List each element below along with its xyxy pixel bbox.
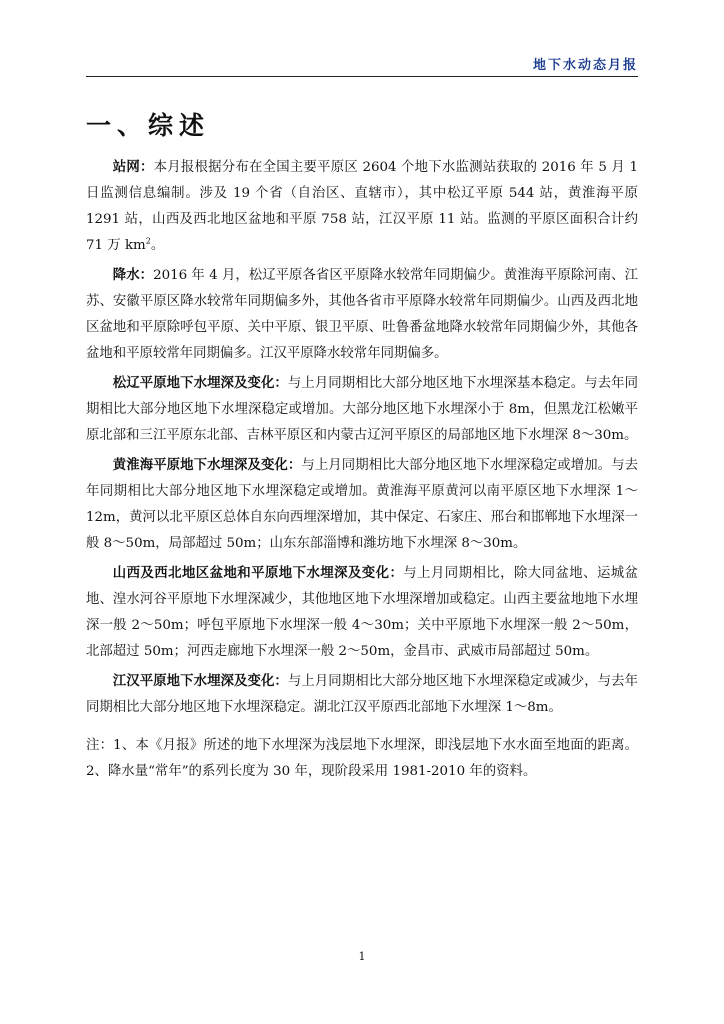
header-rule <box>86 76 638 77</box>
paragraph-text: 2016 年 4 月，松辽平原各省区平原降水较常年同期偏少。黄淮海平原除河南、江苏、安徽平原区降水较常年同期偏多外，其他各省市平原降水较常年同期偏少。山西及西北地区盆地和平原除呼包平原、关中平原、银卫平原、吐鲁番盆地降水较常年同期偏少外，其他各盆地和平原较常年同期偏多。江汉平原降水较常年同期偏多。 <box>86 268 638 361</box>
paragraph-lead: 降水： <box>112 268 154 283</box>
paragraph-huanghuaihai <box>86 453 638 557</box>
report-body <box>86 155 638 785</box>
paragraph-lead: 松辽平原地下水埋深及变化： <box>112 376 288 391</box>
paragraph-text: 与上月同期相比大部分地区地下水埋深稳定或增加。与去年同期相比大部分地区地下水埋深稳定或增加。黄淮海平原黄河以南平原区地下水埋深 1～12m，黄河以北平原区总体自东向西埋深增加，其中保定、石家庄、邢台和邯郸地下水埋深一般 8～50m，局部超过 50m；山东东部淄博和潍坊地下水埋深 8～30m。 <box>86 458 638 551</box>
footnote: 注：1、本《月报》所述的地下水埋深为浅层地下水埋深，即浅层地下水水面至地面的距离。 2、降水量“常年”的系列长度为 30 年，现阶段采用 1981-2010 年的资料。 <box>86 738 638 779</box>
paragraph-precipitation <box>86 263 638 367</box>
running-header: 地下水动态月报 <box>532 58 638 73</box>
paragraph-text: 与上月同期相比大部分地区地下水埋深稳定或减少，与去年同期相比大部分地区地下水埋深稳定。湖北江汉平原西北部地下水埋深 1～8m。 <box>86 674 638 715</box>
page-number: 1 <box>358 950 366 963</box>
superscript: 2 <box>145 236 151 246</box>
paragraph-text: 本月报根据分布在全国主要平原区 2604 个地下水监测站获取的 2016 年 5 月 1 日监测信息编制。涉及 19 个省（自治区、直辖市），其中松辽平原 544 站，黄淮海平原 1291 站，山西及西北地区盆地和平原 758 站，江汉平原 11 站。监测的平原区面积合计约 71 万 km <box>86 160 639 253</box>
paragraph-lead: 山西及西北地区盆地和平原地下水埋深及变化： <box>112 566 404 581</box>
paragraph-stations <box>86 155 638 259</box>
paragraph-lead: 黄淮海平原地下水埋深及变化： <box>112 458 302 473</box>
paragraph-jianghan <box>86 669 638 721</box>
section-title: 一、综述 <box>86 111 211 140</box>
paragraph-tail: 。 <box>150 238 165 253</box>
paragraph-text: 与上月同期相比大部分地区地下水埋深基本稳定。与去年同期相比大部分地区地下水埋深稳定或增加。大部分地区地下水埋深小于 8m，但黑龙江松嫩平原北部和三江平原东北部、吉林平原区和内蒙古辽河平原区的局部地区地下水埋深 8～30m。 <box>86 376 638 443</box>
paragraph-lead: 站网： <box>112 160 154 175</box>
paragraph-songliao <box>86 371 638 449</box>
paragraph-lead: 江汉平原地下水埋深及变化： <box>112 674 288 689</box>
paragraph-text: 与上月同期相比，除大同盆地、运城盆地、湟水河谷平原地下水埋深减少，其他地区地下水埋深增加或稳定。山西主要盆地地下水埋深一般 2～50m；呼包平原地下水埋深一般 4～30m；关中平原地下水埋深一般 2～50m，北部超过 50m；河西走廊地下水埋深一般 2～50m，金昌市、武威市局部超过 50m。 <box>86 566 639 659</box>
paragraph-shanxi-northwest <box>86 561 638 665</box>
